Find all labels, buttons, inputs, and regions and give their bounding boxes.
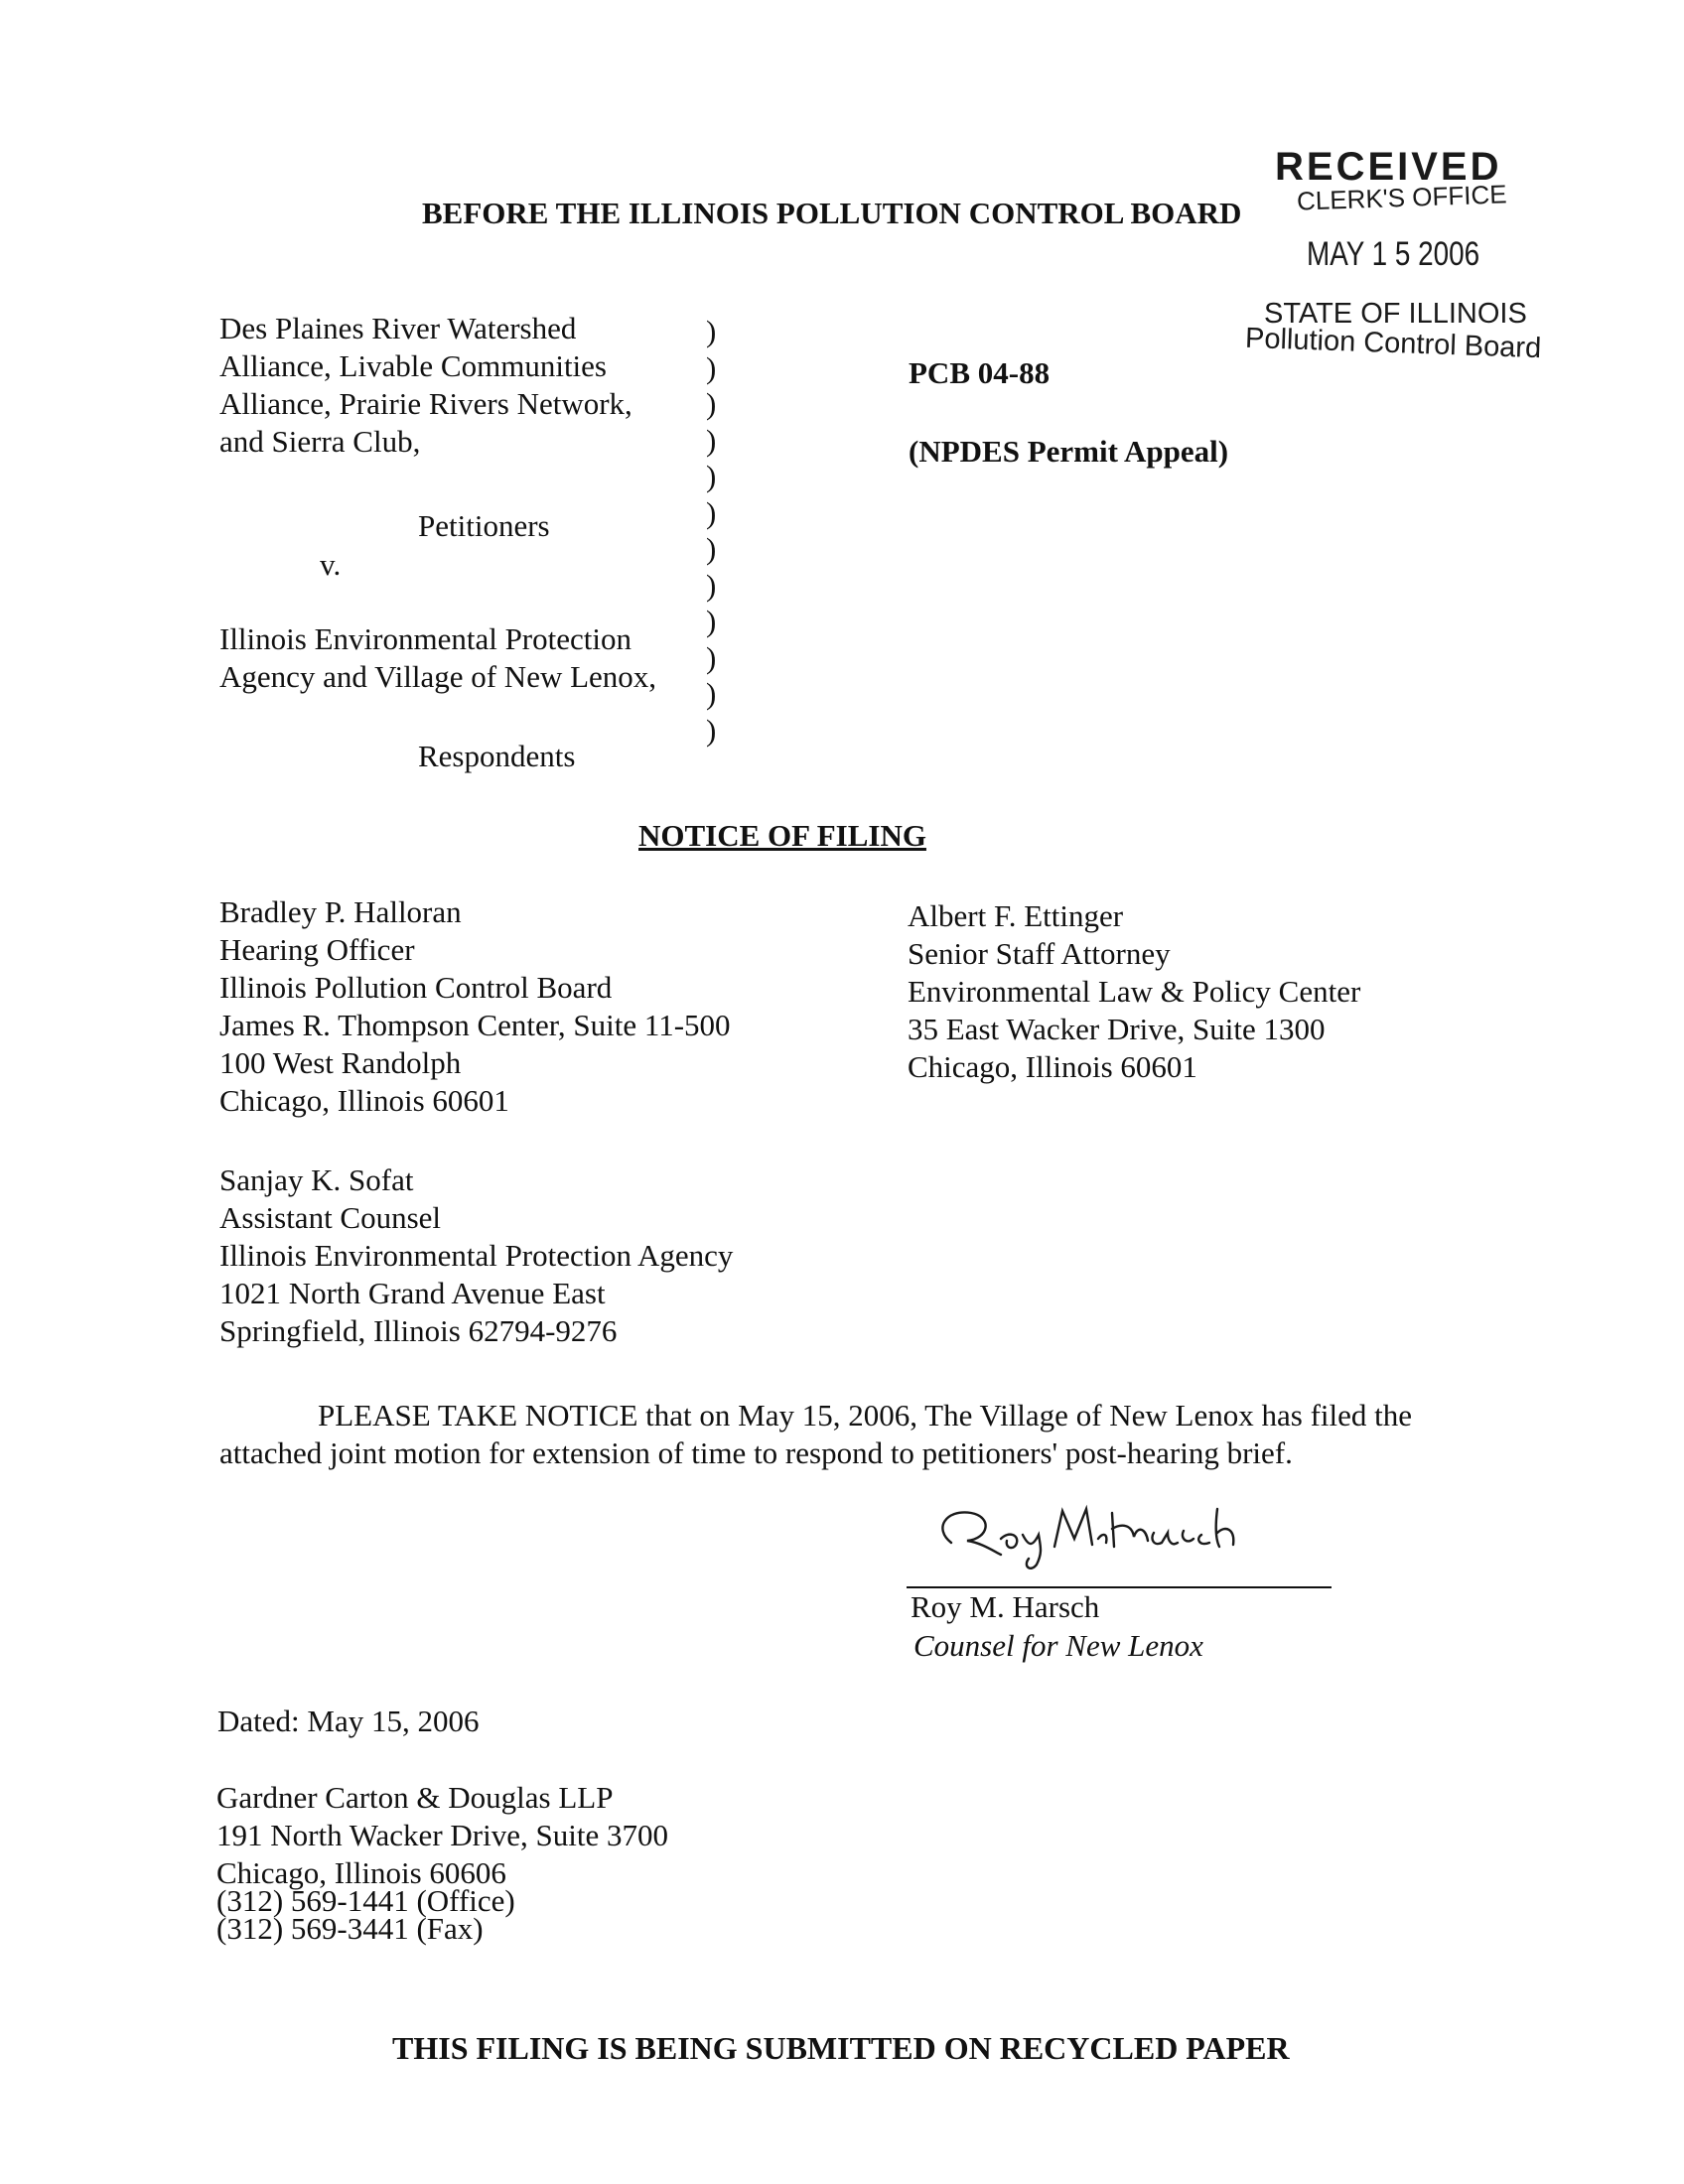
address-line: Illinois Environmental Protection Agency bbox=[219, 1238, 734, 1273]
address-line: 35 East Wacker Drive, Suite 1300 bbox=[908, 1012, 1326, 1046]
received-stamp-title: RECEIVED bbox=[1275, 145, 1502, 189]
case-type: (NPDES Permit Appeal) bbox=[909, 434, 1229, 469]
paren: ) bbox=[706, 386, 717, 421]
address-line: Springfield, Illinois 62794-9276 bbox=[219, 1313, 618, 1348]
address-line: Assistant Counsel bbox=[219, 1200, 442, 1235]
received-stamp-state: STATE OF ILLINOIS bbox=[1264, 298, 1527, 330]
address-line: Gardner Carton & Douglas LLP bbox=[216, 1780, 614, 1815]
received-stamp-date: MAY 1 5 2006 bbox=[1307, 235, 1480, 273]
address-line: Chicago, Illinois 60606 bbox=[216, 1855, 506, 1890]
caption-line: and Sierra Club, bbox=[219, 424, 421, 459]
paren: ) bbox=[706, 604, 717, 638]
respondents-label: Respondents bbox=[418, 739, 576, 773]
address-line: Albert F. Ettinger bbox=[908, 898, 1124, 933]
address-line: Chicago, Illinois 60601 bbox=[219, 1083, 509, 1118]
paren: ) bbox=[706, 422, 717, 458]
caption-line: Agency and Village of New Lenox, bbox=[219, 659, 657, 694]
paren: ) bbox=[706, 494, 717, 530]
recipient-block-ettinger bbox=[908, 897, 1360, 1086]
caption-line: Alliance, Livable Communities bbox=[219, 348, 607, 383]
address-line: James R. Thompson Center, Suite 11-500 bbox=[219, 1008, 731, 1042]
address-line: Environmental Law & Policy Center bbox=[908, 974, 1361, 1009]
signature-image bbox=[923, 1489, 1321, 1578]
recycled-paper-footer: THIS FILING IS BEING SUBMITTED ON RECYCLED PAPER bbox=[392, 2030, 1290, 2066]
caption-parens bbox=[706, 314, 716, 749]
firm-fax: (312) 569-3441 (Fax) bbox=[216, 1911, 484, 1946]
firm-address bbox=[216, 1779, 668, 1892]
notice-body-line-1: PLEASE TAKE NOTICE that on May 15, 2006, The Village of New Lenox has filed the bbox=[318, 1398, 1412, 1433]
address-line: Senior Staff Attorney bbox=[908, 936, 1171, 971]
signer-role: Counsel for New Lenox bbox=[913, 1628, 1203, 1663]
caption-line: Alliance, Prairie Rivers Network, bbox=[219, 386, 632, 421]
address-line: 100 West Randolph bbox=[219, 1045, 462, 1080]
paren: ) bbox=[706, 349, 717, 385]
address-line: 191 North Wacker Drive, Suite 3700 bbox=[216, 1818, 668, 1852]
caption-respondents bbox=[219, 620, 656, 696]
case-number: PCB 04-88 bbox=[909, 355, 1051, 390]
signer-name: Roy M. Harsch bbox=[911, 1589, 1100, 1624]
notice-heading: NOTICE OF FILING bbox=[638, 818, 926, 853]
address-line: Chicago, Illinois 60601 bbox=[908, 1049, 1197, 1084]
recipient-block-sofat bbox=[219, 1161, 733, 1350]
recipient-block-halloran bbox=[219, 893, 731, 1120]
received-stamp-board: Pollution Control Board bbox=[1244, 322, 1542, 365]
firm-phone: (312) 569-1441 (Office) bbox=[216, 1883, 515, 1918]
notice-body-line-2: attached joint motion for extension of time to respond to petitioners' post-hearing brief. bbox=[219, 1435, 1293, 1470]
paren: ) bbox=[706, 531, 717, 566]
paren: ) bbox=[706, 676, 717, 711]
received-stamp-office: CLERK'S OFFICE bbox=[1296, 179, 1508, 216]
paren: ) bbox=[706, 712, 717, 748]
page-title: BEFORE THE ILLINOIS POLLUTION CONTROL BOARD bbox=[422, 196, 1242, 230]
paren: ) bbox=[706, 459, 717, 493]
petitioners-label: Petitioners bbox=[418, 508, 550, 543]
paren: ) bbox=[706, 567, 717, 603]
caption-line: Des Plaines River Watershed bbox=[219, 311, 577, 345]
address-line: Illinois Pollution Control Board bbox=[219, 970, 613, 1005]
address-line: Sanjay K. Sofat bbox=[219, 1162, 414, 1197]
address-line: Hearing Officer bbox=[219, 932, 415, 967]
dated-line: Dated: May 15, 2006 bbox=[217, 1704, 480, 1738]
paren: ) bbox=[706, 639, 717, 675]
caption-petitioners bbox=[219, 310, 632, 461]
address-line: 1021 North Grand Avenue East bbox=[219, 1276, 606, 1310]
address-line: Bradley P. Halloran bbox=[219, 894, 462, 929]
paren: ) bbox=[706, 314, 717, 348]
caption-line: Illinois Environmental Protection bbox=[219, 621, 632, 656]
versus-label: v. bbox=[320, 547, 342, 582]
